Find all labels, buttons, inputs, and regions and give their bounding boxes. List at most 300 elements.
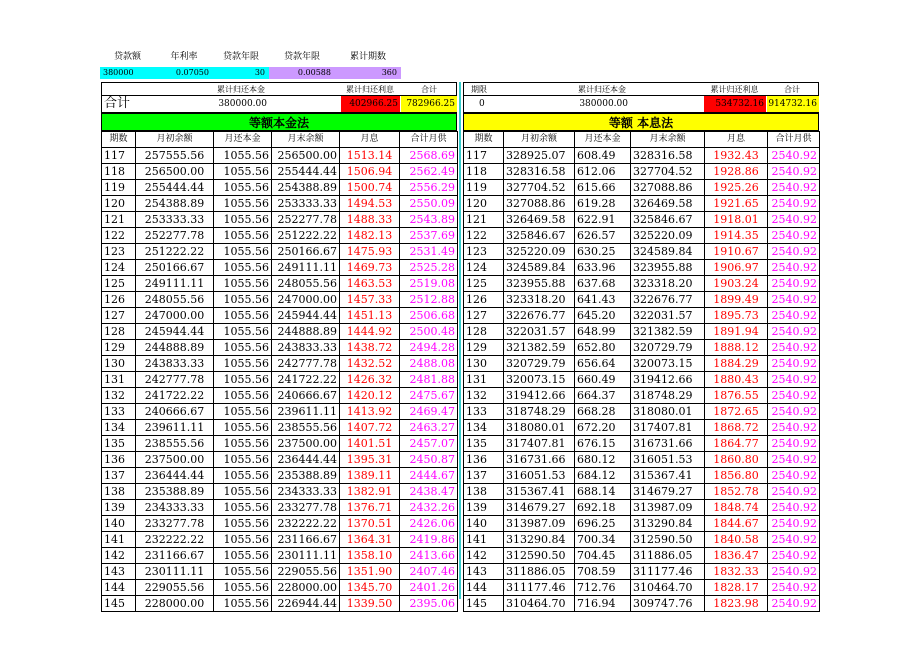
principal-cell[interactable]: 688.14 xyxy=(575,484,631,500)
interest-cell[interactable]: 1880.43 xyxy=(705,372,768,388)
closing-balance-cell[interactable]: 326469.58 xyxy=(631,196,705,212)
interest-cell[interactable]: 1413.92 xyxy=(340,404,400,420)
payment-cell[interactable]: 2540.92 xyxy=(768,388,820,404)
interest-cell[interactable]: 1852.78 xyxy=(705,484,768,500)
principal-cell[interactable]: 1055.56 xyxy=(214,580,272,596)
interest-cell[interactable]: 1376.71 xyxy=(340,500,400,516)
payment-cell[interactable]: 2426.06 xyxy=(400,516,458,532)
period-cell[interactable]: 138 xyxy=(464,484,504,500)
period-cell[interactable]: 140 xyxy=(102,516,136,532)
principal-cell[interactable]: 1055.56 xyxy=(214,356,272,372)
opening-balance-cell[interactable]: 325846.67 xyxy=(504,228,575,244)
principal-cell[interactable]: 1055.56 xyxy=(214,324,272,340)
opening-balance-cell[interactable]: 314679.27 xyxy=(504,500,575,516)
interest-cell[interactable]: 1868.72 xyxy=(705,420,768,436)
interest-cell[interactable]: 1469.73 xyxy=(340,260,400,276)
interest-cell[interactable]: 1840.58 xyxy=(705,532,768,548)
opening-balance-cell[interactable]: 313987.09 xyxy=(504,516,575,532)
payment-cell[interactable]: 2540.92 xyxy=(768,180,820,196)
opening-balance-cell[interactable]: 320729.79 xyxy=(504,356,575,372)
opening-balance-cell[interactable]: 252277.78 xyxy=(136,228,214,244)
opening-balance-cell[interactable]: 234333.33 xyxy=(136,500,214,516)
closing-balance-cell[interactable]: 310464.70 xyxy=(631,580,705,596)
opening-balance-cell[interactable]: 327088.86 xyxy=(504,196,575,212)
closing-balance-cell[interactable]: 320073.15 xyxy=(631,356,705,372)
period-cell[interactable]: 144 xyxy=(464,580,504,596)
principal-cell[interactable]: 1055.56 xyxy=(214,404,272,420)
payment-cell[interactable]: 2540.92 xyxy=(768,436,820,452)
period-cell[interactable]: 121 xyxy=(102,212,136,228)
payment-cell[interactable]: 2540.92 xyxy=(768,212,820,228)
payment-cell[interactable]: 2540.92 xyxy=(768,292,820,308)
period-cell[interactable]: 144 xyxy=(102,580,136,596)
opening-balance-cell[interactable]: 232222.22 xyxy=(136,532,214,548)
payment-cell[interactable]: 2540.92 xyxy=(768,244,820,260)
interest-cell[interactable]: 1475.93 xyxy=(340,244,400,260)
period-cell[interactable]: 120 xyxy=(102,196,136,212)
payment-cell[interactable]: 2540.92 xyxy=(768,340,820,356)
payment-cell[interactable]: 2540.92 xyxy=(768,468,820,484)
closing-balance-cell[interactable]: 232222.22 xyxy=(272,516,340,532)
interest-cell[interactable]: 1903.24 xyxy=(705,276,768,292)
period-cell[interactable]: 129 xyxy=(464,340,504,356)
opening-balance-cell[interactable]: 237500.00 xyxy=(136,452,214,468)
payment-cell[interactable]: 2519.08 xyxy=(400,276,458,292)
interest-cell[interactable]: 1506.94 xyxy=(340,164,400,180)
opening-balance-cell[interactable]: 323318.20 xyxy=(504,292,575,308)
opening-balance-cell[interactable]: 317407.81 xyxy=(504,436,575,452)
interest-cell[interactable]: 1432.52 xyxy=(340,356,400,372)
interest-cell[interactable]: 1382.91 xyxy=(340,484,400,500)
principal-cell[interactable]: 1055.56 xyxy=(214,228,272,244)
payment-cell[interactable]: 2556.29 xyxy=(400,180,458,196)
interest-cell[interactable]: 1884.29 xyxy=(705,356,768,372)
closing-balance-cell[interactable]: 249111.11 xyxy=(272,260,340,276)
principal-cell[interactable]: 1055.56 xyxy=(214,276,272,292)
opening-balance-cell[interactable]: 238555.56 xyxy=(136,436,214,452)
closing-balance-cell[interactable]: 313987.09 xyxy=(631,500,705,516)
period-cell[interactable]: 137 xyxy=(464,468,504,484)
period-cell[interactable]: 126 xyxy=(102,292,136,308)
interest-cell[interactable]: 1444.92 xyxy=(340,324,400,340)
payment-cell[interactable]: 2494.28 xyxy=(400,340,458,356)
interest-cell[interactable]: 1921.65 xyxy=(705,196,768,212)
interest-cell[interactable]: 1856.80 xyxy=(705,468,768,484)
principal-cell[interactable]: 700.34 xyxy=(575,532,631,548)
opening-balance-cell[interactable]: 319412.66 xyxy=(504,388,575,404)
closing-balance-cell[interactable]: 248055.56 xyxy=(272,276,340,292)
principal-cell[interactable]: 668.28 xyxy=(575,404,631,420)
closing-balance-cell[interactable]: 325846.67 xyxy=(631,212,705,228)
opening-balance-cell[interactable]: 249111.11 xyxy=(136,276,214,292)
opening-balance-cell[interactable]: 230111.11 xyxy=(136,564,214,580)
principal-cell[interactable]: 672.20 xyxy=(575,420,631,436)
interest-cell[interactable]: 1389.11 xyxy=(340,468,400,484)
closing-balance-cell[interactable]: 318748.29 xyxy=(631,388,705,404)
interest-cell[interactable]: 1848.74 xyxy=(705,500,768,516)
principal-cell[interactable]: 676.15 xyxy=(575,436,631,452)
principal-cell[interactable]: 1055.56 xyxy=(214,260,272,276)
principal-cell[interactable]: 1055.56 xyxy=(214,500,272,516)
principal-cell[interactable]: 1055.56 xyxy=(214,180,272,196)
principal-cell[interactable]: 641.43 xyxy=(575,292,631,308)
payment-cell[interactable]: 2506.68 xyxy=(400,308,458,324)
closing-balance-cell[interactable]: 318080.01 xyxy=(631,404,705,420)
closing-balance-cell[interactable]: 319412.66 xyxy=(631,372,705,388)
payment-cell[interactable]: 2481.88 xyxy=(400,372,458,388)
closing-balance-cell[interactable]: 315367.41 xyxy=(631,468,705,484)
interest-cell[interactable]: 1500.74 xyxy=(340,180,400,196)
closing-balance-cell[interactable]: 316731.66 xyxy=(631,436,705,452)
closing-balance-cell[interactable]: 250166.67 xyxy=(272,244,340,260)
closing-balance-cell[interactable]: 254388.89 xyxy=(272,180,340,196)
opening-balance-cell[interactable]: 254388.89 xyxy=(136,196,214,212)
period-cell[interactable]: 125 xyxy=(102,276,136,292)
period-cell[interactable]: 145 xyxy=(102,596,136,612)
opening-balance-cell[interactable]: 327704.52 xyxy=(504,180,575,196)
loan-amount-field[interactable]: 380000 xyxy=(100,67,155,79)
period-cell[interactable]: 125 xyxy=(464,276,504,292)
opening-balance-cell[interactable]: 243833.33 xyxy=(136,356,214,372)
period-cell[interactable]: 140 xyxy=(464,516,504,532)
closing-balance-cell[interactable]: 311886.05 xyxy=(631,548,705,564)
payment-cell[interactable]: 2540.92 xyxy=(768,324,820,340)
closing-balance-cell[interactable]: 313290.84 xyxy=(631,516,705,532)
closing-balance-cell[interactable]: 226944.44 xyxy=(272,596,340,612)
payment-cell[interactable]: 2531.49 xyxy=(400,244,458,260)
principal-cell[interactable]: 1055.56 xyxy=(214,212,272,228)
interest-cell[interactable]: 1872.65 xyxy=(705,404,768,420)
payment-cell[interactable]: 2540.92 xyxy=(768,580,820,596)
opening-balance-cell[interactable]: 322676.77 xyxy=(504,308,575,324)
closing-balance-cell[interactable]: 239611.11 xyxy=(272,404,340,420)
principal-cell[interactable]: 656.64 xyxy=(575,356,631,372)
period-cell[interactable]: 132 xyxy=(464,388,504,404)
principal-cell[interactable]: 1055.56 xyxy=(214,436,272,452)
opening-balance-cell[interactable]: 251222.22 xyxy=(136,244,214,260)
interest-cell[interactable]: 1895.73 xyxy=(705,308,768,324)
period-cell[interactable]: 119 xyxy=(102,180,136,196)
period-cell[interactable]: 124 xyxy=(102,260,136,276)
principal-cell[interactable]: 1055.56 xyxy=(214,564,272,580)
interest-cell[interactable]: 1860.80 xyxy=(705,452,768,468)
principal-cell[interactable]: 692.18 xyxy=(575,500,631,516)
opening-balance-cell[interactable]: 233277.78 xyxy=(136,516,214,532)
opening-balance-cell[interactable]: 240666.67 xyxy=(136,404,214,420)
period-cell[interactable]: 128 xyxy=(102,324,136,340)
principal-cell[interactable]: 660.49 xyxy=(575,372,631,388)
period-cell[interactable]: 134 xyxy=(464,420,504,436)
closing-balance-cell[interactable]: 240666.67 xyxy=(272,388,340,404)
closing-balance-cell[interactable]: 233277.78 xyxy=(272,500,340,516)
payment-cell[interactable]: 2540.92 xyxy=(768,564,820,580)
payment-cell[interactable]: 2401.26 xyxy=(400,580,458,596)
closing-balance-cell[interactable]: 311177.46 xyxy=(631,564,705,580)
opening-balance-cell[interactable]: 228000.00 xyxy=(136,596,214,612)
opening-balance-cell[interactable]: 315367.41 xyxy=(504,484,575,500)
period-cell[interactable]: 135 xyxy=(464,436,504,452)
interest-cell[interactable]: 1844.67 xyxy=(705,516,768,532)
principal-cell[interactable]: 704.45 xyxy=(575,548,631,564)
period-cell[interactable]: 127 xyxy=(464,308,504,324)
interest-cell[interactable]: 1899.49 xyxy=(705,292,768,308)
period-cell[interactable]: 139 xyxy=(102,500,136,516)
period-cell[interactable]: 130 xyxy=(464,356,504,372)
principal-cell[interactable]: 712.76 xyxy=(575,580,631,596)
payment-cell[interactable]: 2562.49 xyxy=(400,164,458,180)
opening-balance-cell[interactable]: 242777.78 xyxy=(136,372,214,388)
principal-cell[interactable]: 622.91 xyxy=(575,212,631,228)
period-cell[interactable]: 135 xyxy=(102,436,136,452)
closing-balance-cell[interactable]: 320729.79 xyxy=(631,340,705,356)
period-cell[interactable]: 117 xyxy=(464,148,504,164)
closing-balance-cell[interactable]: 323318.20 xyxy=(631,276,705,292)
interest-cell[interactable]: 1420.12 xyxy=(340,388,400,404)
closing-balance-cell[interactable]: 238555.56 xyxy=(272,420,340,436)
interest-cell[interactable]: 1864.77 xyxy=(705,436,768,452)
payment-cell[interactable]: 2540.92 xyxy=(768,516,820,532)
opening-balance-cell[interactable]: 322031.57 xyxy=(504,324,575,340)
opening-balance-cell[interactable]: 229055.56 xyxy=(136,580,214,596)
principal-cell[interactable]: 1055.56 xyxy=(214,420,272,436)
principal-cell[interactable]: 648.99 xyxy=(575,324,631,340)
closing-balance-cell[interactable]: 323955.88 xyxy=(631,260,705,276)
interest-cell[interactable]: 1457.33 xyxy=(340,292,400,308)
payment-cell[interactable]: 2540.92 xyxy=(768,276,820,292)
period-cell[interactable]: 139 xyxy=(464,500,504,516)
payment-cell[interactable]: 2469.47 xyxy=(400,404,458,420)
interest-cell[interactable]: 1876.55 xyxy=(705,388,768,404)
opening-balance-cell[interactable]: 253333.33 xyxy=(136,212,214,228)
payment-cell[interactable]: 2395.06 xyxy=(400,596,458,612)
period-cell[interactable]: 145 xyxy=(464,596,504,612)
payment-cell[interactable]: 2537.69 xyxy=(400,228,458,244)
payment-cell[interactable]: 2540.92 xyxy=(768,260,820,276)
payment-cell[interactable]: 2540.92 xyxy=(768,404,820,420)
opening-balance-cell[interactable]: 311886.05 xyxy=(504,564,575,580)
interest-cell[interactable]: 1345.70 xyxy=(340,580,400,596)
payment-cell[interactable]: 2463.27 xyxy=(400,420,458,436)
period-cell[interactable]: 133 xyxy=(464,404,504,420)
period-cell[interactable]: 118 xyxy=(464,164,504,180)
opening-balance-cell[interactable]: 328316.58 xyxy=(504,164,575,180)
opening-balance-cell[interactable]: 231166.67 xyxy=(136,548,214,564)
payment-cell[interactable]: 2568.69 xyxy=(400,148,458,164)
payment-cell[interactable]: 2500.48 xyxy=(400,324,458,340)
principal-cell[interactable]: 708.59 xyxy=(575,564,631,580)
period-cell[interactable]: 133 xyxy=(102,404,136,420)
period-cell[interactable]: 142 xyxy=(464,548,504,564)
interest-cell[interactable]: 1828.17 xyxy=(705,580,768,596)
principal-cell[interactable]: 680.12 xyxy=(575,452,631,468)
closing-balance-cell[interactable]: 251222.22 xyxy=(272,228,340,244)
payment-cell[interactable]: 2540.92 xyxy=(768,532,820,548)
interest-cell[interactable]: 1836.47 xyxy=(705,548,768,564)
principal-cell[interactable]: 1055.56 xyxy=(214,340,272,356)
interest-cell[interactable]: 1888.12 xyxy=(705,340,768,356)
opening-balance-cell[interactable]: 316051.53 xyxy=(504,468,575,484)
closing-balance-cell[interactable]: 229055.56 xyxy=(272,564,340,580)
principal-cell[interactable]: 1055.56 xyxy=(214,516,272,532)
period-cell[interactable]: 128 xyxy=(464,324,504,340)
payment-cell[interactable]: 2540.92 xyxy=(768,308,820,324)
opening-balance-cell[interactable]: 328925.07 xyxy=(504,148,575,164)
payment-cell[interactable]: 2540.92 xyxy=(768,500,820,516)
closing-balance-cell[interactable]: 309747.76 xyxy=(631,596,705,612)
principal-cell[interactable]: 1055.56 xyxy=(214,244,272,260)
payment-cell[interactable]: 2540.92 xyxy=(768,420,820,436)
principal-cell[interactable]: 1055.56 xyxy=(214,292,272,308)
principal-cell[interactable]: 1055.56 xyxy=(214,532,272,548)
annual-rate-field[interactable]: 0.07050 xyxy=(155,67,213,79)
interest-cell[interactable]: 1906.97 xyxy=(705,260,768,276)
principal-cell[interactable]: 637.68 xyxy=(575,276,631,292)
principal-cell[interactable]: 615.66 xyxy=(575,180,631,196)
interest-cell[interactable]: 1438.72 xyxy=(340,340,400,356)
closing-balance-cell[interactable]: 256500.00 xyxy=(272,148,340,164)
opening-balance-cell[interactable]: 324589.84 xyxy=(504,260,575,276)
closing-balance-cell[interactable]: 253333.33 xyxy=(272,196,340,212)
closing-balance-cell[interactable]: 322031.57 xyxy=(631,308,705,324)
interest-cell[interactable]: 1351.90 xyxy=(340,564,400,580)
interest-cell[interactable]: 1823.98 xyxy=(705,596,768,612)
principal-cell[interactable]: 696.25 xyxy=(575,516,631,532)
principal-cell[interactable]: 633.96 xyxy=(575,260,631,276)
period-cell[interactable]: 122 xyxy=(102,228,136,244)
principal-cell[interactable]: 619.28 xyxy=(575,196,631,212)
opening-balance-cell[interactable]: 323955.88 xyxy=(504,276,575,292)
opening-balance-cell[interactable]: 321382.59 xyxy=(504,340,575,356)
closing-balance-cell[interactable]: 247000.00 xyxy=(272,292,340,308)
period-cell[interactable]: 137 xyxy=(102,468,136,484)
payment-cell[interactable]: 2540.92 xyxy=(768,548,820,564)
payment-cell[interactable]: 2540.92 xyxy=(768,228,820,244)
closing-balance-cell[interactable]: 243833.33 xyxy=(272,340,340,356)
period-cell[interactable]: 132 xyxy=(102,388,136,404)
closing-balance-cell[interactable]: 235388.89 xyxy=(272,468,340,484)
payment-cell[interactable]: 2432.26 xyxy=(400,500,458,516)
period-cell[interactable]: 118 xyxy=(102,164,136,180)
period-cell[interactable]: 134 xyxy=(102,420,136,436)
closing-balance-cell[interactable]: 328316.58 xyxy=(631,148,705,164)
principal-cell[interactable]: 652.80 xyxy=(575,340,631,356)
payment-cell[interactable]: 2457.07 xyxy=(400,436,458,452)
payment-cell[interactable]: 2444.67 xyxy=(400,468,458,484)
closing-balance-cell[interactable]: 241722.22 xyxy=(272,372,340,388)
closing-balance-cell[interactable]: 324589.84 xyxy=(631,244,705,260)
interest-cell[interactable]: 1370.51 xyxy=(340,516,400,532)
closing-balance-cell[interactable]: 236444.44 xyxy=(272,452,340,468)
payment-cell[interactable]: 2540.92 xyxy=(768,148,820,164)
interest-cell[interactable]: 1426.32 xyxy=(340,372,400,388)
closing-balance-cell[interactable]: 321382.59 xyxy=(631,324,705,340)
payment-cell[interactable]: 2488.08 xyxy=(400,356,458,372)
opening-balance-cell[interactable]: 245944.44 xyxy=(136,324,214,340)
interest-cell[interactable]: 1494.53 xyxy=(340,196,400,212)
opening-balance-cell[interactable]: 256500.00 xyxy=(136,164,214,180)
principal-cell[interactable]: 626.57 xyxy=(575,228,631,244)
principal-cell[interactable]: 716.94 xyxy=(575,596,631,612)
closing-balance-cell[interactable]: 325220.09 xyxy=(631,228,705,244)
payment-cell[interactable]: 2525.28 xyxy=(400,260,458,276)
principal-cell[interactable]: 1055.56 xyxy=(214,372,272,388)
opening-balance-cell[interactable]: 239611.11 xyxy=(136,420,214,436)
principal-cell[interactable]: 645.20 xyxy=(575,308,631,324)
payment-cell[interactable]: 2450.87 xyxy=(400,452,458,468)
opening-balance-cell[interactable]: 316731.66 xyxy=(504,452,575,468)
interest-cell[interactable]: 1513.14 xyxy=(340,148,400,164)
opening-balance-cell[interactable]: 235388.89 xyxy=(136,484,214,500)
closing-balance-cell[interactable]: 255444.44 xyxy=(272,164,340,180)
opening-balance-cell[interactable]: 326469.58 xyxy=(504,212,575,228)
principal-cell[interactable]: 1055.56 xyxy=(214,164,272,180)
principal-cell[interactable]: 1055.56 xyxy=(214,596,272,612)
period-cell[interactable]: 142 xyxy=(102,548,136,564)
closing-balance-cell[interactable]: 237500.00 xyxy=(272,436,340,452)
opening-balance-cell[interactable]: 255444.44 xyxy=(136,180,214,196)
payment-cell[interactable]: 2407.46 xyxy=(400,564,458,580)
principal-cell[interactable]: 1055.56 xyxy=(214,388,272,404)
interest-cell[interactable]: 1364.31 xyxy=(340,532,400,548)
period-cell[interactable]: 119 xyxy=(464,180,504,196)
closing-balance-cell[interactable]: 316051.53 xyxy=(631,452,705,468)
interest-cell[interactable]: 1918.01 xyxy=(705,212,768,228)
period-cell[interactable]: 120 xyxy=(464,196,504,212)
opening-balance-cell[interactable]: 248055.56 xyxy=(136,292,214,308)
period-cell[interactable]: 123 xyxy=(464,244,504,260)
payment-cell[interactable]: 2540.92 xyxy=(768,484,820,500)
principal-cell[interactable]: 630.25 xyxy=(575,244,631,260)
payment-cell[interactable]: 2413.66 xyxy=(400,548,458,564)
period-cell[interactable]: 136 xyxy=(102,452,136,468)
period-cell[interactable]: 141 xyxy=(464,532,504,548)
period-cell[interactable]: 141 xyxy=(102,532,136,548)
payment-cell[interactable]: 2540.92 xyxy=(768,452,820,468)
interest-cell[interactable]: 1910.67 xyxy=(705,244,768,260)
period-cell[interactable]: 129 xyxy=(102,340,136,356)
opening-balance-cell[interactable]: 311177.46 xyxy=(504,580,575,596)
period-cell[interactable]: 123 xyxy=(102,244,136,260)
principal-cell[interactable]: 1055.56 xyxy=(214,308,272,324)
closing-balance-cell[interactable]: 327704.52 xyxy=(631,164,705,180)
payment-cell[interactable]: 2543.89 xyxy=(400,212,458,228)
closing-balance-cell[interactable]: 242777.78 xyxy=(272,356,340,372)
period-cell[interactable]: 130 xyxy=(102,356,136,372)
payment-cell[interactable]: 2540.92 xyxy=(768,164,820,180)
opening-balance-cell[interactable]: 250166.67 xyxy=(136,260,214,276)
interest-cell[interactable]: 1925.26 xyxy=(705,180,768,196)
total-periods-field[interactable]: 360 xyxy=(335,67,401,79)
interest-cell[interactable]: 1832.33 xyxy=(705,564,768,580)
closing-balance-cell[interactable]: 327088.86 xyxy=(631,180,705,196)
period-cell[interactable]: 138 xyxy=(102,484,136,500)
interest-cell[interactable]: 1339.50 xyxy=(340,596,400,612)
payment-cell[interactable]: 2540.92 xyxy=(768,356,820,372)
principal-cell[interactable]: 1055.56 xyxy=(214,452,272,468)
principal-cell[interactable]: 608.49 xyxy=(575,148,631,164)
opening-balance-cell[interactable]: 313290.84 xyxy=(504,532,575,548)
closing-balance-cell[interactable]: 228000.00 xyxy=(272,580,340,596)
closing-balance-cell[interactable]: 322676.77 xyxy=(631,292,705,308)
opening-balance-cell[interactable]: 247000.00 xyxy=(136,308,214,324)
opening-balance-cell[interactable]: 312590.50 xyxy=(504,548,575,564)
payment-cell[interactable]: 2475.67 xyxy=(400,388,458,404)
payment-cell[interactable]: 2512.88 xyxy=(400,292,458,308)
interest-cell[interactable]: 1451.13 xyxy=(340,308,400,324)
opening-balance-cell[interactable]: 236444.44 xyxy=(136,468,214,484)
interest-cell[interactable]: 1928.86 xyxy=(705,164,768,180)
payment-cell[interactable]: 2419.86 xyxy=(400,532,458,548)
